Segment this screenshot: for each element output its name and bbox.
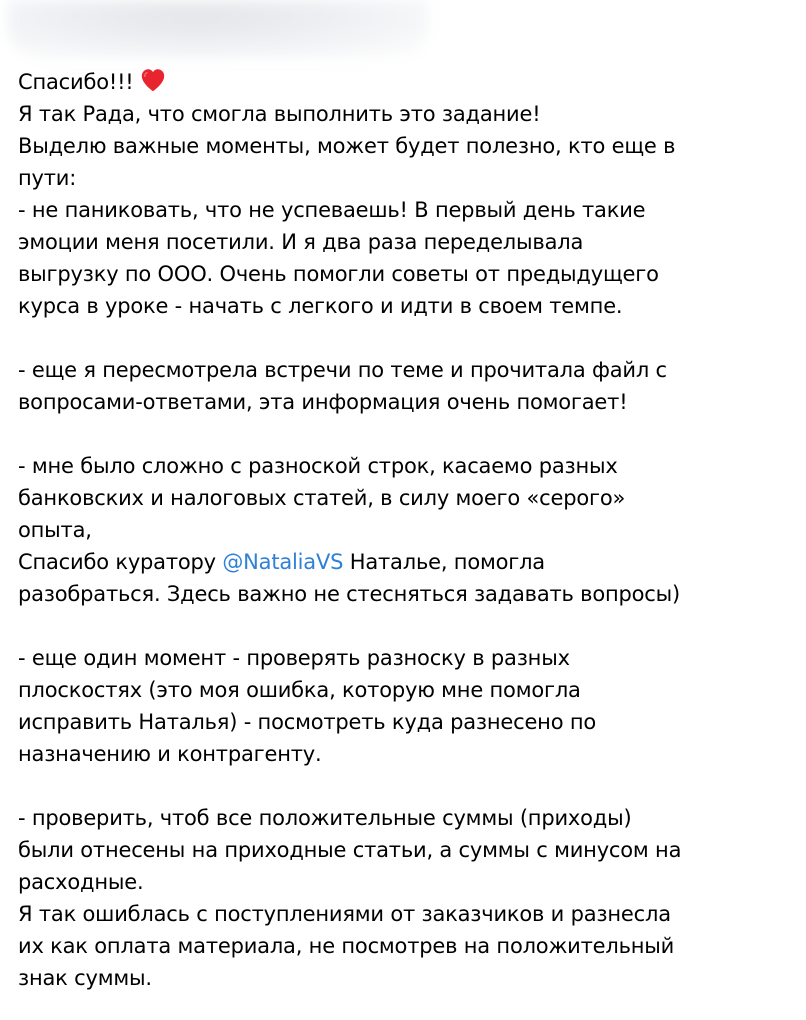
chat-message-text <box>18 66 798 994</box>
message-line: расходные. <box>18 870 144 894</box>
message-line: были отнесены на приходные статьи, а суммы с минусом на <box>18 838 682 862</box>
message-text: Наталье, помогла <box>343 550 545 574</box>
message-text: Спасибо куратору <box>18 550 223 574</box>
message-line: их как оплата материала, не посмотрев на положительный <box>18 934 675 958</box>
message-line: вопросами-ответами, эта информация очень помогает! <box>18 390 628 414</box>
message-line: опыта, <box>18 518 92 542</box>
red-heart-icon <box>140 68 166 92</box>
blurred-sender-header <box>8 0 428 58</box>
message-line: пути: <box>18 166 77 190</box>
paragraph-gap <box>18 610 798 642</box>
message-line: исправить Наталья) - посмотреть куда разнесено по <box>18 710 597 734</box>
message-line: банковских и налоговых статей, в силу моего «серого» <box>18 486 626 510</box>
message-line <box>18 66 798 98</box>
message-line: Выделю важные моменты, может будет полезно, кто еще в <box>18 134 676 158</box>
message-line: назначению и контрагенту. <box>18 742 322 766</box>
message-line: Я так Рада, что смогла выполнить это задание! <box>18 102 541 126</box>
message-line: - еще один момент - проверять разноску в разных <box>18 646 570 670</box>
message-line: - мне было сложно с разноской строк, касаемо разных <box>18 454 618 478</box>
paragraph-gap <box>18 418 798 450</box>
message-line <box>18 546 798 578</box>
message-line: - проверить, чтоб все положительные суммы (приходы) <box>18 806 632 830</box>
message-line: разобраться. Здесь важно не стесняться задавать вопросы) <box>18 582 681 606</box>
message-line: эмоции меня посетили. И я два раза переделывала <box>18 230 584 254</box>
message-line: выгрузку по ООО. Очень помогли советы от предыдущего <box>18 262 659 286</box>
message-line: Я так ошиблась с поступлениями от заказчиков и разнесла <box>18 902 671 926</box>
message-line: - не паниковать, что не успеваешь! В первый день такие <box>18 198 646 222</box>
message-line: курса в уроке - начать с легкого и идти в своем темпе. <box>18 294 623 318</box>
user-mention-link[interactable]: @NataliaVS <box>222 550 344 574</box>
message-line: плоскостях (это моя ошибка, которую мне помогла <box>18 678 581 702</box>
paragraph-gap <box>18 770 798 802</box>
message-greeting: Спасибо!!! <box>18 70 134 94</box>
paragraph-gap <box>18 322 798 354</box>
message-line: знак суммы. <box>18 966 152 990</box>
message-line: - еще я пересмотрела встречи по теме и прочитала файл с <box>18 358 667 382</box>
